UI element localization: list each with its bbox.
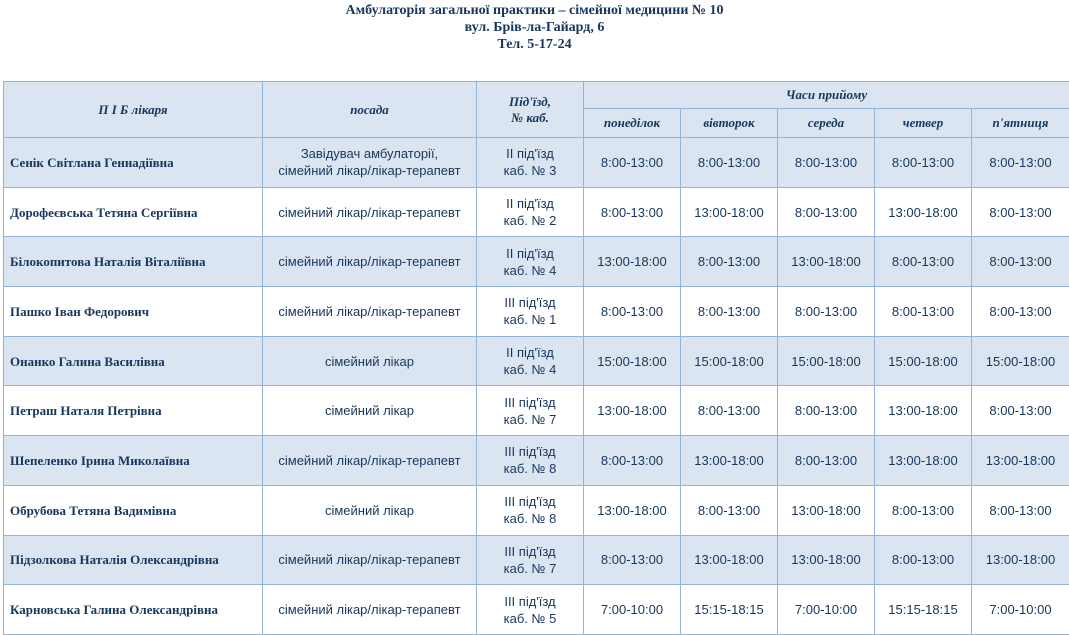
location-cell [477, 535, 584, 585]
entrance-label: ІІІ під'їзд [504, 444, 556, 460]
hours-cell-wednesday: 8:00-13:00 [778, 386, 875, 436]
location-cell [477, 436, 584, 486]
column-header-position: посада [263, 82, 477, 138]
doctor-name-cell: Шепеленко Ірина Миколаївна [4, 436, 263, 486]
doctor-name-cell: Петраш Наталя Петрівна [4, 386, 263, 436]
location-header-line2: № каб. [511, 109, 549, 125]
hours-cell-friday: 8:00-13:00 [972, 237, 1069, 287]
table-row [4, 585, 1069, 635]
hours-cell-monday: 8:00-13:00 [584, 287, 681, 337]
hours-cell-friday: 13:00-18:00 [972, 436, 1069, 486]
entrance-label: ІІІ під'їзд [504, 494, 556, 510]
hours-cell-wednesday: 8:00-13:00 [778, 187, 875, 237]
hours-cell-tuesday: 8:00-13:00 [681, 138, 778, 188]
table-row [4, 237, 1069, 287]
hours-cell-wednesday: 15:00-18:00 [778, 336, 875, 386]
hours-cell-tuesday: 15:00-18:00 [681, 336, 778, 386]
location-cell [477, 287, 584, 337]
table-row [4, 386, 1069, 436]
hours-cell-tuesday: 8:00-13:00 [681, 237, 778, 287]
entrance-label: ІІ під'їзд [506, 245, 554, 261]
hours-cell-friday: 7:00-10:00 [972, 585, 1069, 635]
position-cell [263, 187, 477, 237]
hours-cell-thursday: 13:00-18:00 [875, 187, 972, 237]
hours-cell-monday: 13:00-18:00 [584, 386, 681, 436]
table-row [4, 287, 1069, 337]
entrance-label: ІІІ під'їзд [504, 295, 556, 311]
doctor-name-cell: Пашко Іван Федорович [4, 287, 263, 337]
hours-cell-friday: 8:00-13:00 [972, 138, 1069, 188]
hours-cell-tuesday: 8:00-13:00 [681, 386, 778, 436]
hours-cell-monday: 8:00-13:00 [584, 187, 681, 237]
position-line2: сімейний лікар/лікар-терапевт [278, 163, 461, 179]
hours-cell-friday: 8:00-13:00 [972, 287, 1069, 337]
hours-cell-tuesday: 13:00-18:00 [681, 436, 778, 486]
table-row [4, 485, 1069, 535]
room-label: каб. № 4 [503, 362, 557, 378]
hours-cell-tuesday: 15:15-18:15 [681, 585, 778, 635]
room-label: каб. № 4 [503, 262, 557, 278]
entrance-label: ІІ під'їзд [506, 345, 554, 361]
position-cell [263, 485, 477, 535]
position-line1: сімейний лікар/лікар-терапевт [278, 452, 461, 468]
hours-cell-monday: 8:00-13:00 [584, 535, 681, 585]
position-line1: сімейний лікар/лікар-терапевт [278, 254, 461, 270]
position-line1: Завідувач амбулаторії, [300, 146, 439, 162]
day-header-thursday: четвер [875, 109, 972, 138]
location-cell [477, 386, 584, 436]
entrance-label: ІІІ під'їзд [504, 543, 556, 559]
position-line1: сімейний лікар [324, 353, 415, 369]
table-row [4, 138, 1069, 188]
doctor-name-cell: Білокопитова Наталія Віталіївна [4, 237, 263, 287]
hours-cell-thursday: 13:00-18:00 [875, 436, 972, 486]
hours-cell-wednesday: 8:00-13:00 [778, 287, 875, 337]
room-label: каб. № 7 [503, 411, 557, 427]
location-cell [477, 336, 584, 386]
hours-cell-tuesday: 13:00-18:00 [681, 187, 778, 237]
hours-cell-thursday: 8:00-13:00 [875, 138, 972, 188]
clinic-address: вул. Брів-ла-Гайард, 6 [464, 20, 605, 35]
location-cell [477, 138, 584, 188]
hours-cell-wednesday: 13:00-18:00 [778, 485, 875, 535]
doctor-name-cell: Карновська Галина Олександрівна [4, 585, 263, 635]
entrance-label: ІІ під'їзд [506, 196, 554, 212]
location-cell [477, 585, 584, 635]
hours-cell-friday: 8:00-13:00 [972, 187, 1069, 237]
table-row [4, 436, 1069, 486]
room-label: каб. № 2 [503, 213, 557, 229]
hours-cell-monday: 8:00-13:00 [584, 138, 681, 188]
table-row [4, 336, 1069, 386]
position-cell [263, 386, 477, 436]
position-cell [263, 436, 477, 486]
hours-cell-friday: 15:00-18:00 [972, 336, 1069, 386]
hours-cell-monday: 15:00-18:00 [584, 336, 681, 386]
day-header-monday: понеділок [584, 109, 681, 138]
position-cell [263, 336, 477, 386]
doctor-name-cell: Обрубова Тетяна Вадимівна [4, 485, 263, 535]
day-header-friday: п'ятниця [972, 109, 1069, 138]
hours-cell-tuesday: 13:00-18:00 [681, 535, 778, 585]
doctor-name-cell: Підзолкова Наталія Олександрівна [4, 535, 263, 585]
hours-cell-friday: 8:00-13:00 [972, 485, 1069, 535]
hours-cell-tuesday: 8:00-13:00 [681, 287, 778, 337]
position-line1: сімейний лікар/лікар-терапевт [278, 204, 461, 220]
hours-cell-thursday: 15:00-18:00 [875, 336, 972, 386]
day-header-tuesday: вівторок [681, 109, 778, 138]
entrance-label: ІІ під'їзд [506, 146, 554, 162]
hours-cell-monday: 13:00-18:00 [584, 237, 681, 287]
column-header-location [477, 82, 584, 138]
doctor-name-cell: Дорофеєвська Тетяна Сергіївна [4, 187, 263, 237]
hours-cell-wednesday: 7:00-10:00 [778, 585, 875, 635]
hours-cell-thursday: 15:15-18:15 [875, 585, 972, 635]
location-cell [477, 187, 584, 237]
clinic-phone: Тел. 5-17-24 [497, 37, 572, 52]
hours-cell-thursday: 8:00-13:00 [875, 237, 972, 287]
table-row [4, 187, 1069, 237]
room-label: каб. № 1 [503, 312, 557, 328]
doctor-name-cell: Онанко Галина Василівна [4, 336, 263, 386]
position-line1: сімейний лікар [324, 502, 415, 518]
hours-cell-thursday: 8:00-13:00 [875, 287, 972, 337]
hours-cell-wednesday: 13:00-18:00 [778, 237, 875, 287]
hours-cell-wednesday: 8:00-13:00 [778, 138, 875, 188]
position-line1: сімейний лікар/лікар-терапевт [278, 602, 461, 618]
room-label: каб. № 5 [503, 610, 557, 626]
room-label: каб. № 8 [503, 511, 557, 527]
room-label: каб. № 7 [503, 560, 557, 576]
location-cell [477, 237, 584, 287]
table-row [4, 535, 1069, 585]
location-cell [477, 485, 584, 535]
hours-cell-monday: 13:00-18:00 [584, 485, 681, 535]
column-header-hours: Часи прийому [584, 82, 1069, 109]
position-cell [263, 287, 477, 337]
hours-cell-monday: 8:00-13:00 [584, 436, 681, 486]
clinic-header [0, 2, 1069, 53]
location-header-line1: Під'їзд, [509, 93, 551, 109]
entrance-label: ІІІ під'їзд [504, 593, 556, 609]
hours-cell-wednesday: 8:00-13:00 [778, 436, 875, 486]
clinic-name: Амбулаторія загальної практики – сімейної медицини № 10 [345, 3, 724, 18]
column-header-doctor: П І Б лікаря [4, 82, 263, 138]
hours-cell-friday: 13:00-18:00 [972, 535, 1069, 585]
hours-cell-thursday: 13:00-18:00 [875, 386, 972, 436]
hours-cell-thursday: 8:00-13:00 [875, 535, 972, 585]
position-line1: сімейний лікар/лікар-терапевт [278, 552, 461, 568]
position-cell [263, 237, 477, 287]
position-cell [263, 138, 477, 188]
hours-cell-thursday: 8:00-13:00 [875, 485, 972, 535]
position-line1: сімейний лікар [324, 403, 415, 419]
position-line1: сімейний лікар/лікар-терапевт [278, 303, 461, 319]
position-cell [263, 585, 477, 635]
hours-cell-monday: 7:00-10:00 [584, 585, 681, 635]
room-label: каб. № 8 [503, 461, 557, 477]
entrance-label: ІІІ під'їзд [504, 394, 556, 410]
schedule-table [3, 81, 1069, 635]
hours-cell-tuesday: 8:00-13:00 [681, 485, 778, 535]
position-cell [263, 535, 477, 585]
doctor-name-cell: Сенік Світлана Геннадіївна [4, 138, 263, 188]
room-label: каб. № 3 [503, 163, 557, 179]
hours-cell-wednesday: 13:00-18:00 [778, 535, 875, 585]
hours-cell-friday: 8:00-13:00 [972, 386, 1069, 436]
day-header-wednesday: середа [778, 109, 875, 138]
